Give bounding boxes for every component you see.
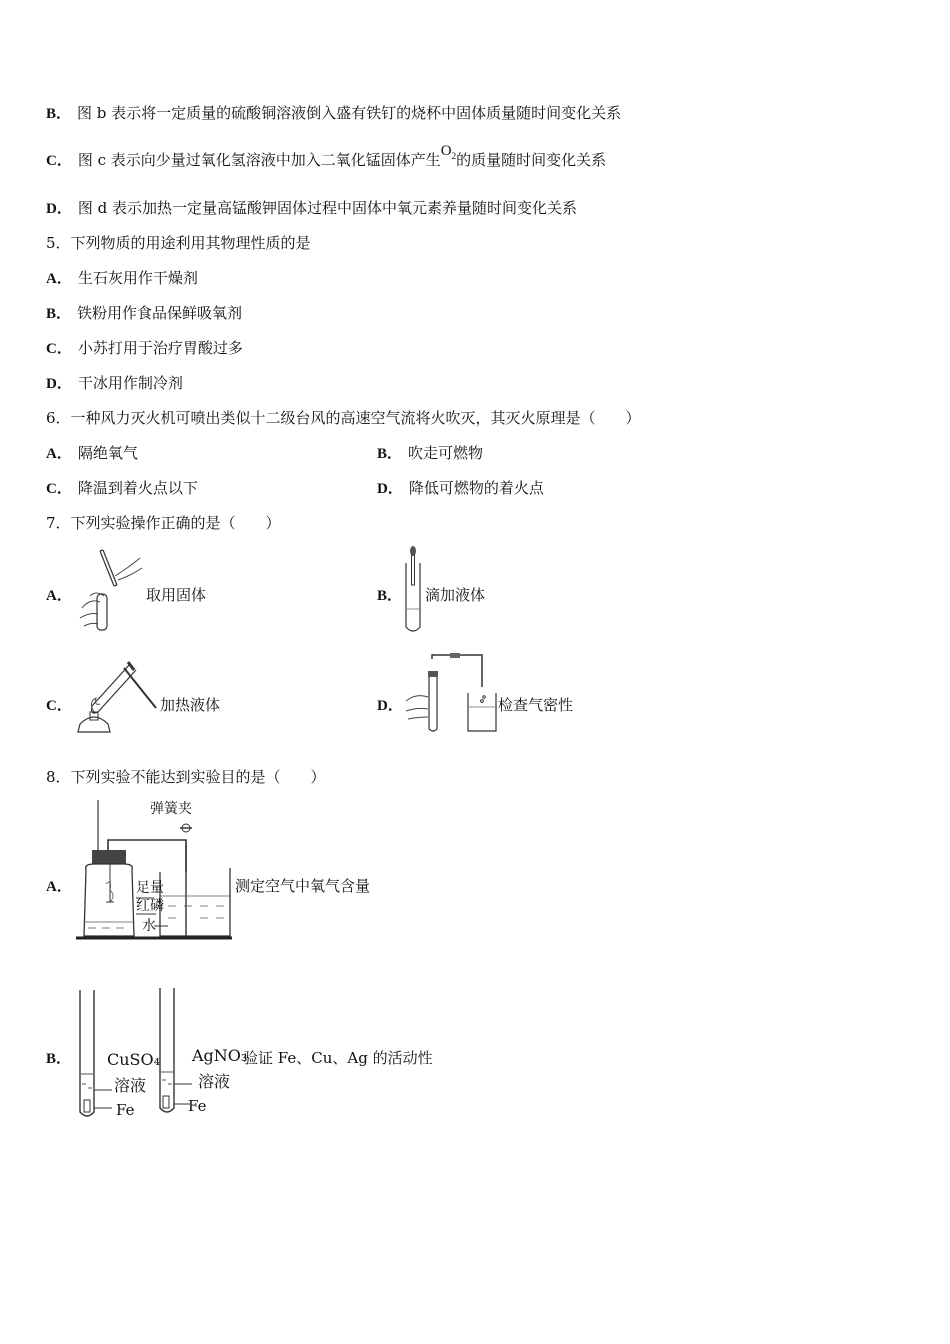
formula-subscript: 2: [451, 151, 457, 161]
q7-option-d-text: 检查气密性: [498, 696, 574, 714]
tube1-metal-label: Fe: [116, 1101, 135, 1119]
option-label: C．: [46, 341, 72, 357]
option-text: 降温到着火点以下: [77, 479, 198, 497]
tube2-metal-label: Fe: [188, 1097, 207, 1115]
q4-option-c: [46, 143, 607, 176]
option-label: A．: [46, 588, 72, 604]
option-text: 图 d 表示加热一定量高锰酸钾固体过程中固体中氧元素养量随时间变化关系: [77, 199, 577, 217]
q7-option-c-text: 加热液体: [160, 696, 221, 714]
q6-option-c: [46, 478, 198, 499]
option-text: 隔绝氧气: [77, 444, 138, 462]
tube1-salt-label: CuSO₄: [107, 1050, 161, 1069]
option-label: C．: [46, 698, 72, 714]
option-label: A．: [46, 879, 72, 895]
option-text-after: 的质量随时间变化关系: [456, 151, 607, 169]
clamp-label: 弹簧夹: [150, 801, 192, 817]
option-label: C．: [46, 481, 72, 497]
option-label: B．: [46, 106, 72, 122]
q4-option-d: [46, 198, 577, 219]
q7-stem: 7．下列实验操作正确的是（ ）: [46, 514, 281, 532]
q8-option-b-text: 验证 Fe、Cu、Ag 的活动性: [243, 1049, 433, 1067]
q5-option-b: [46, 303, 242, 324]
tube2-solution-label: 溶液: [198, 1072, 231, 1091]
option-text: 吹走可燃物: [408, 444, 484, 462]
tube2-salt-label: AgNO₃: [192, 1046, 248, 1065]
q8-stem: 8．下列实验不能达到实验目的是（ ）: [46, 768, 326, 786]
q6-option-b: [377, 443, 483, 464]
option-text: 铁粉用作食品保鲜吸氧剂: [77, 304, 243, 322]
q7-figure-a-test-tube-solid: [70, 546, 145, 634]
option-label: D．: [46, 201, 72, 217]
option-label: B．: [46, 306, 72, 322]
q7-option-a-text: 取用固体: [146, 586, 207, 604]
phosphorus-label-1: 足量: [136, 880, 164, 896]
option-label: D．: [46, 376, 72, 392]
option-label: B．: [377, 588, 403, 604]
option-label: D．: [377, 698, 403, 714]
option-text: 图 b 表示将一定质量的硫酸铜溶液倒入盛有铁钉的烧杯中固体质量随时间变化关系: [77, 104, 622, 122]
option-label: D．: [377, 481, 403, 497]
option-label: B．: [377, 446, 403, 462]
option-text: 生石灰用作干燥剂: [77, 269, 198, 287]
q7-figure-c-heating-liquid: [72, 654, 162, 736]
q4-option-b: [46, 103, 621, 124]
option-text: 降低可燃物的着火点: [408, 479, 544, 497]
option-text: 小苏打用于治疗胃酸过多: [77, 339, 243, 357]
q6-option-a: [46, 443, 138, 464]
q8-figure-a-oxygen-apparatus: [76, 798, 236, 944]
q5-option-d: [46, 373, 183, 394]
q6-option-d: [377, 478, 544, 499]
q5-stem: 5．下列物质的用途利用其物理性质的是: [46, 234, 311, 252]
q5-option-a: [46, 268, 198, 289]
q7-option-b-text: 滴加液体: [425, 586, 486, 604]
option-text: 干冰用作制冷剂: [77, 374, 183, 392]
q6-stem: 6．一种风力灭火机可喷出类似十二级台风的高速空气流将火吹灭，其灭火原理是（ ）: [46, 409, 641, 427]
formula-o2: [441, 143, 456, 159]
q5-option-c: [46, 338, 243, 359]
q8-option-a-text: 测定空气中氧气含量: [235, 877, 371, 895]
option-label: C．: [46, 153, 72, 169]
option-label: A．: [46, 271, 72, 287]
q7-figure-d-airtightness-check: [402, 653, 498, 735]
formula-symbol: O: [440, 143, 452, 159]
water-label: 水: [142, 918, 156, 934]
option-label: B．: [46, 1051, 72, 1067]
q8-option-a-label: [46, 876, 78, 897]
tube1-solution-label: 溶液: [114, 1076, 147, 1095]
q7-figure-b-dropper: [402, 545, 424, 633]
option-label: A．: [46, 446, 72, 462]
phosphorus-label-2: 红磷: [136, 898, 164, 914]
q8-figure-b-test-tubes: [72, 984, 248, 1124]
option-text: 图 c 表示向少量过氧化氢溶液中加入二氧化锰固体产生: [77, 151, 441, 169]
